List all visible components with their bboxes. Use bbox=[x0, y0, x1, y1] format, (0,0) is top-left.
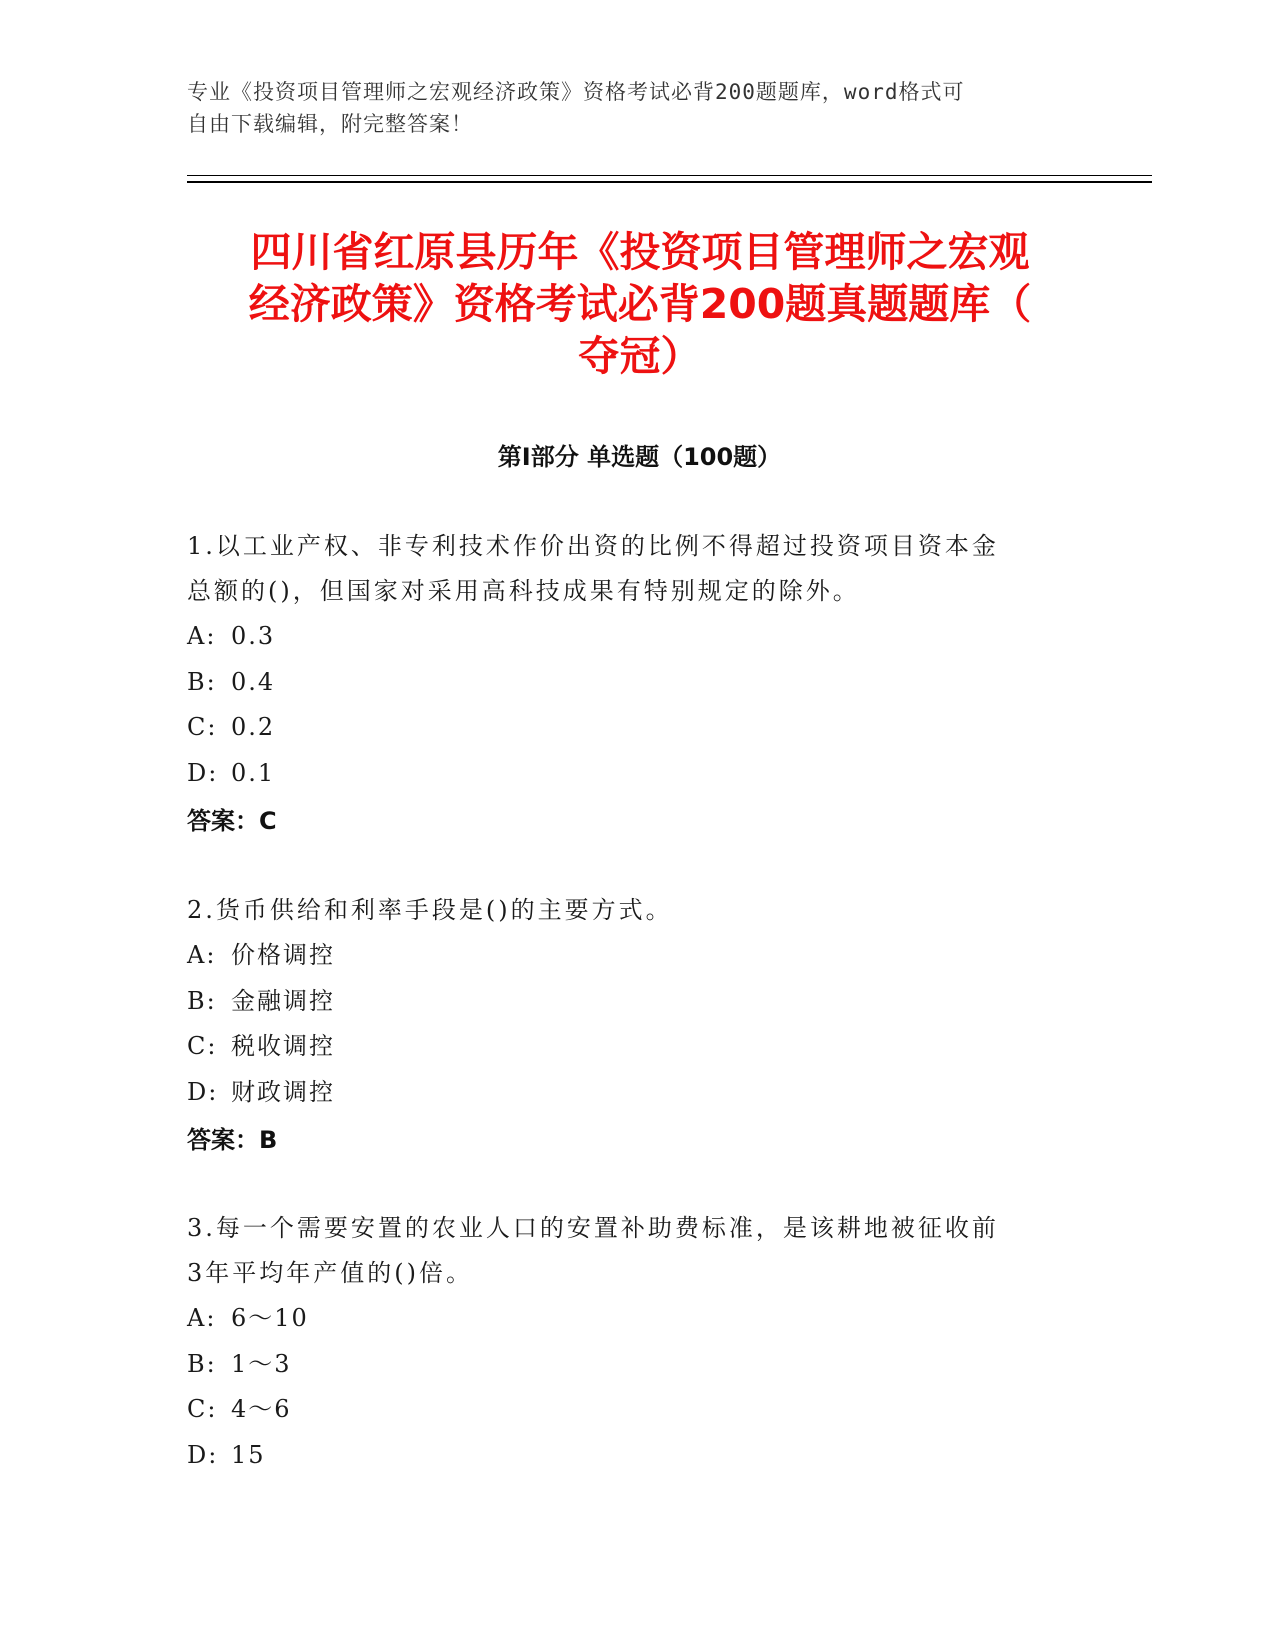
question-stem-line: 1.以工业产权、非专利技术作价出资的比例不得超过投资项目资本金 bbox=[187, 532, 999, 560]
option-label: B: bbox=[187, 1349, 217, 1378]
option-label: D: bbox=[187, 1077, 219, 1106]
option-text: 1～3 bbox=[231, 1349, 292, 1378]
question-stem-line: 3年平均年产值的()倍。 bbox=[187, 1259, 473, 1287]
option-label: B: bbox=[187, 986, 217, 1015]
option-b bbox=[187, 1342, 1067, 1388]
header-note bbox=[187, 76, 1067, 140]
question-stem bbox=[187, 888, 1067, 933]
option-d bbox=[187, 1070, 1067, 1116]
option-text: 15 bbox=[231, 1440, 266, 1469]
option-text: 0.3 bbox=[231, 622, 276, 650]
question-2 bbox=[187, 888, 1067, 1163]
option-text: 4～6 bbox=[231, 1395, 292, 1423]
question-stem-line: 3.每一个需要安置的农业人口的安置补助费标准，是该耕地被征收前 bbox=[187, 1214, 999, 1242]
option-c bbox=[187, 705, 1067, 751]
option-text: 财政调控 bbox=[231, 1077, 335, 1106]
option-label: B: bbox=[187, 667, 217, 696]
option-label: A: bbox=[187, 941, 217, 969]
option-label: C: bbox=[187, 1395, 218, 1423]
option-a bbox=[187, 933, 1067, 979]
question-stem-line: 总额的()，但国家对采用高科技成果有特别规定的除外。 bbox=[187, 577, 860, 605]
answer: 答案：B bbox=[187, 1126, 278, 1154]
question-stem-line: 2.货币供给和利率手段是()的主要方式。 bbox=[187, 896, 673, 924]
header-note-line-2: 自由下载编辑，附完整答案！ bbox=[187, 112, 473, 136]
option-a bbox=[187, 614, 1067, 660]
option-label: C: bbox=[187, 1032, 218, 1060]
option-text: 6～10 bbox=[231, 1304, 309, 1332]
header-note-line-1: 专业《投资项目管理师之宏观经济政策》资格考试必背200题题库，word格式可 bbox=[187, 80, 965, 104]
option-b bbox=[187, 979, 1067, 1025]
option-text: 0.2 bbox=[231, 713, 276, 741]
option-c bbox=[187, 1024, 1067, 1070]
option-c bbox=[187, 1387, 1067, 1433]
title-line-1: 四川省红原县历年《投资项目管理师之宏观 bbox=[250, 228, 1030, 276]
question-3 bbox=[187, 1206, 1067, 1478]
option-label: A: bbox=[187, 1304, 217, 1332]
option-text: 价格调控 bbox=[231, 941, 335, 969]
document-title bbox=[140, 226, 1140, 382]
title-line-3: 夺冠） bbox=[578, 332, 702, 380]
question-stem bbox=[187, 1206, 1067, 1296]
question-1 bbox=[187, 524, 1067, 844]
option-label: A: bbox=[187, 622, 217, 650]
option-d bbox=[187, 751, 1067, 797]
option-text: 金融调控 bbox=[231, 986, 335, 1015]
option-label: D: bbox=[187, 1440, 219, 1469]
option-text: 0.4 bbox=[231, 667, 276, 696]
option-text: 0.1 bbox=[231, 758, 276, 787]
question-stem bbox=[187, 524, 1067, 614]
section-title: 第Ⅰ部分 单选题（100题） bbox=[497, 443, 782, 471]
option-label: C: bbox=[187, 713, 218, 741]
header-divider-bottom bbox=[187, 181, 1152, 183]
option-text: 税收调控 bbox=[231, 1032, 335, 1060]
answer: 答案：C bbox=[187, 807, 277, 835]
option-label: D: bbox=[187, 758, 219, 787]
option-b bbox=[187, 660, 1067, 706]
option-d bbox=[187, 1433, 1067, 1479]
title-line-2: 经济政策》资格考试必背200题真题题库（ bbox=[248, 280, 1032, 328]
header-divider-top bbox=[187, 175, 1152, 176]
option-a bbox=[187, 1296, 1067, 1342]
